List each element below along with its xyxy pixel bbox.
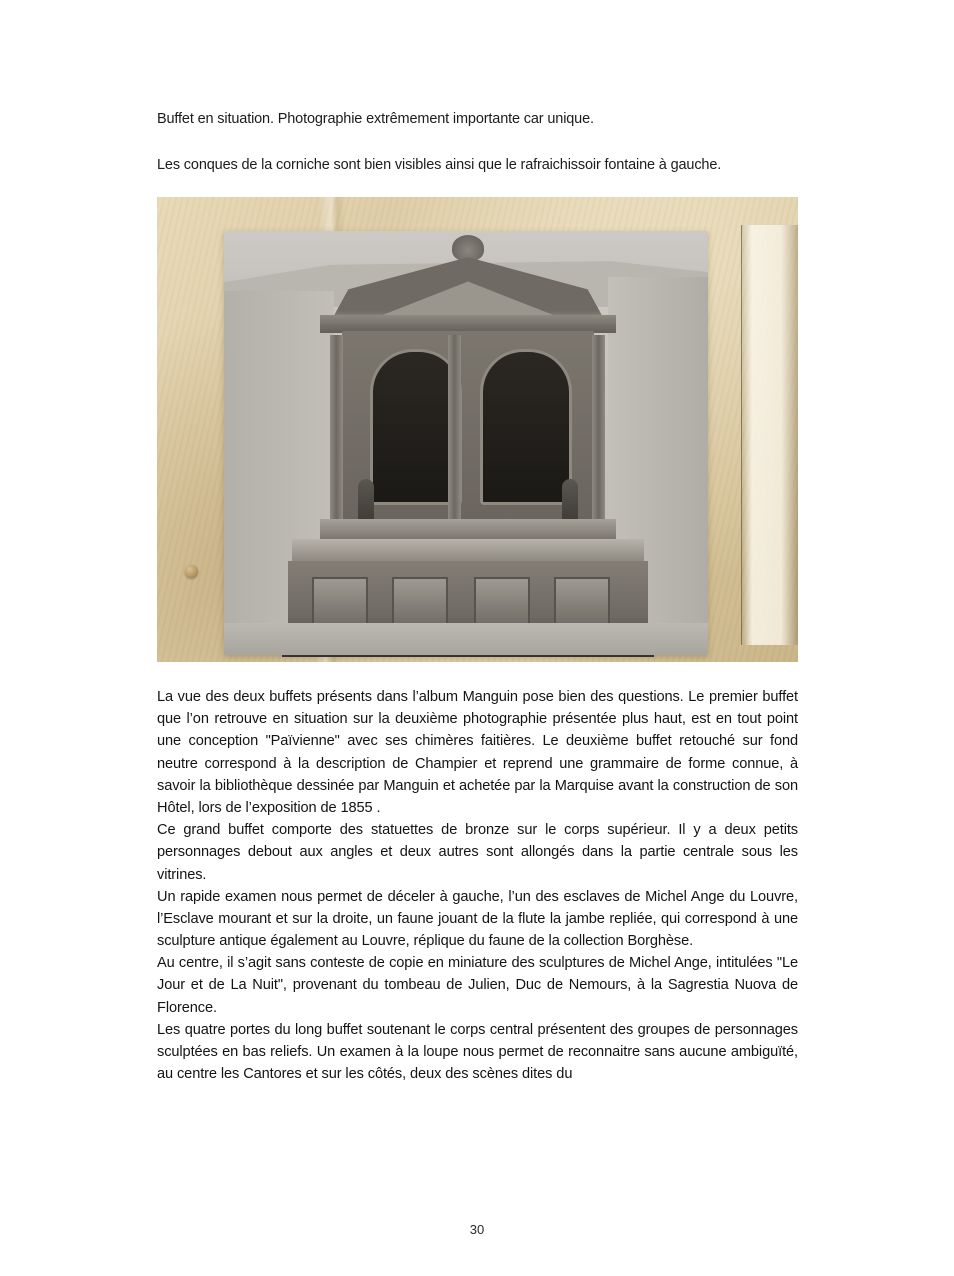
intro-line-2: Les conques de la corniche sont bien visibles ainsi que le rafraichissoir fontaine à gauche. (157, 156, 722, 173)
print-floor (224, 623, 708, 655)
buffet-statuette-left (358, 479, 374, 523)
buffet-shelf (320, 519, 616, 541)
buffet-statuette-right (562, 479, 578, 523)
buffet-column-right (592, 335, 605, 523)
intro-line-1: Buffet en situation. Photographie extrêmement importante car unique. (157, 111, 594, 127)
paragraph-4: Au centre, il s’agit sans conteste de copie en miniature des sculptures de Michel Ange, intitulées "Le Jour et de La Nuit", provenant du tombeau de Julien, Duc de Nemours, à la Sagrestia Nuova de Florence. (157, 955, 798, 1016)
paragraph-3: Un rapide examen nous permet de déceler à gauche, l’un des esclaves de Michel Ange du Louvre, l’Esclave mourant et sur la droite, un faune jouant de la flute la jambe repliée, qui correspond à une sculpture antique également au Louvre, réplique du faune de la collection Borghèse. (157, 888, 798, 950)
body-text (157, 686, 798, 1085)
buffet-upper-body (342, 331, 594, 521)
page-content (157, 110, 798, 1085)
adjacent-page-edge (741, 225, 798, 645)
paragraph-2: Ce grand buffet comporte des statuettes de bronze sur le corps supérieur. Il y a deux petits personnages debout aux angles et deux autres sont allongés dans la partie centrale sous les vitrines. (157, 822, 798, 883)
page-number: 30 (469, 1222, 485, 1237)
buffet-column-left (330, 335, 343, 523)
albumen-print (224, 231, 708, 655)
paragraph-5: Les quatre portes du long buffet soutenant le corps central présentent des groupes de personnages sculptées en bas reliefs. Un examen à la loupe nous permet de reconnaitre sans aucune ambiguïté, au centre les Cantores et sur les côtés, deux des scènes dites du (157, 1021, 798, 1083)
photograph-figure (157, 197, 798, 662)
buffet-column-center (448, 335, 461, 523)
paragraph-1: La vue des deux buffets présents dans l’album Manguin pose bien des questions. Le premier buffet que l’on retrouve en situation sur la deuxième photographie présentée plus haut, est en tout point une conception "Païvienne" avec ses chimères faitières. Le deuxième buffet retouché sur fond neutre correspond à la description de Champier et reprend une grammaire de forme connue, à savoir la bibliothèque dessinée par Manguin et achetée par la Marquise avant la construction de son Hôtel, lors de l’exposition de 1855 . (157, 689, 798, 816)
buffet-apron (292, 539, 644, 563)
buffet-vitrine-right (480, 349, 572, 505)
buffet-furniture (310, 257, 626, 655)
